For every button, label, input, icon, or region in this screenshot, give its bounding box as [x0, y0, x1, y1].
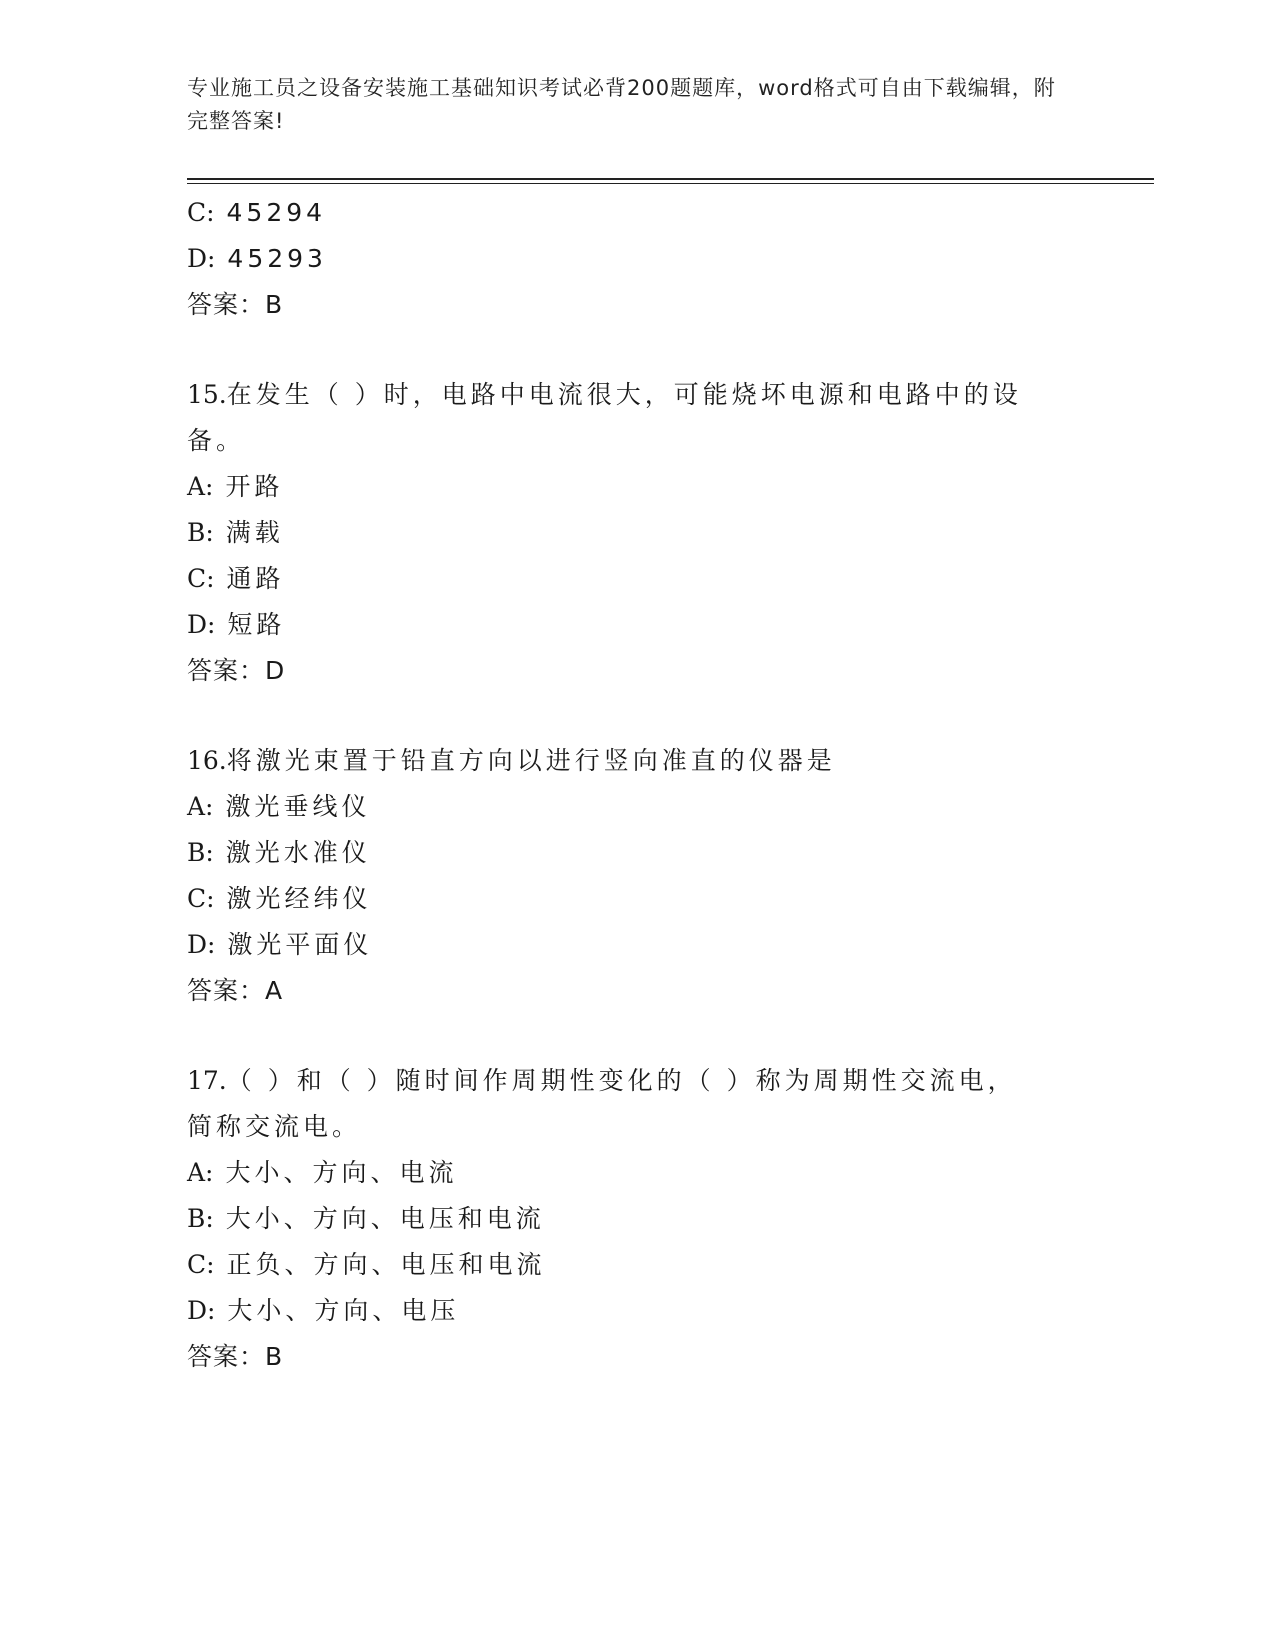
- option-line: [187, 922, 1087, 968]
- option-label: C:: [187, 198, 215, 227]
- question-body: 在发生（ ）时，电路中电流很大，可能烧坏电源和电路中的设备。: [187, 380, 1022, 455]
- option-label: C:: [187, 1250, 215, 1279]
- option-line: [187, 784, 1087, 830]
- question-text: [187, 372, 1027, 464]
- option-label: D:: [187, 1296, 216, 1325]
- option-label: B:: [187, 1204, 214, 1233]
- question-number: 16.: [187, 746, 227, 775]
- option-text: 通路: [226, 564, 285, 593]
- question-number: 15.: [187, 380, 227, 409]
- question-body: （ ）和（ ）随时间作周期性变化的（ ）称为周期性交流电，简称交流电。: [187, 1066, 1017, 1141]
- option-label: A:: [187, 1158, 214, 1187]
- option-line: [187, 1196, 1087, 1242]
- header-rule-thick: [187, 178, 1154, 180]
- option-text: 45294: [226, 198, 327, 227]
- option-line: [187, 1288, 1087, 1334]
- option-text: 激光平面仪: [227, 930, 373, 959]
- option-line: [187, 876, 1087, 922]
- answer-line: 答案：D: [187, 656, 286, 685]
- option-text: 短路: [227, 610, 286, 639]
- option-label: A:: [187, 472, 214, 501]
- option-text: 大小、方向、电流: [225, 1158, 458, 1187]
- option-label: B:: [187, 518, 214, 547]
- question-content: [187, 190, 1087, 1380]
- option-text: 激光水准仪: [225, 838, 371, 867]
- answer-line: 答案：B: [187, 290, 284, 319]
- option-line: [187, 464, 1087, 510]
- option-line: [187, 190, 1087, 236]
- option-text: 激光经纬仪: [226, 884, 372, 913]
- question-text: [187, 1058, 1027, 1150]
- option-text: 满载: [225, 518, 284, 547]
- option-text: 大小、方向、电压: [227, 1296, 460, 1325]
- document-header: 专业施工员之设备安装施工基础知识考试必背200题题库，word格式可自由下载编辑，附完整答案!: [187, 76, 1056, 133]
- answer-line: 答案：B: [187, 1342, 284, 1371]
- option-line: [187, 602, 1087, 648]
- option-line: [187, 556, 1087, 602]
- option-line: [187, 1150, 1087, 1196]
- option-label: D:: [187, 930, 216, 959]
- option-label: C:: [187, 884, 215, 913]
- answer-line: 答案：A: [187, 976, 284, 1005]
- option-text: 45293: [227, 244, 327, 273]
- option-line: [187, 1242, 1087, 1288]
- option-label: A:: [187, 792, 214, 821]
- option-label: D:: [187, 610, 216, 639]
- option-line: [187, 830, 1087, 876]
- question-text: [187, 738, 1087, 784]
- question-body: 将激光束置于铅直方向以进行竖向准直的仪器是: [226, 746, 836, 775]
- option-label: B:: [187, 838, 214, 867]
- option-label: C:: [187, 564, 215, 593]
- option-text: 正负、方向、电压和电流: [226, 1250, 546, 1279]
- option-text: 开路: [225, 472, 284, 501]
- option-text: 大小、方向、电压和电流: [225, 1204, 545, 1233]
- option-text: 激光垂线仪: [225, 792, 371, 821]
- option-line: [187, 510, 1087, 556]
- header-rule-thin: [187, 183, 1154, 184]
- question-number: 17.: [187, 1066, 227, 1095]
- option-line: [187, 236, 1087, 282]
- option-label: D:: [187, 244, 216, 273]
